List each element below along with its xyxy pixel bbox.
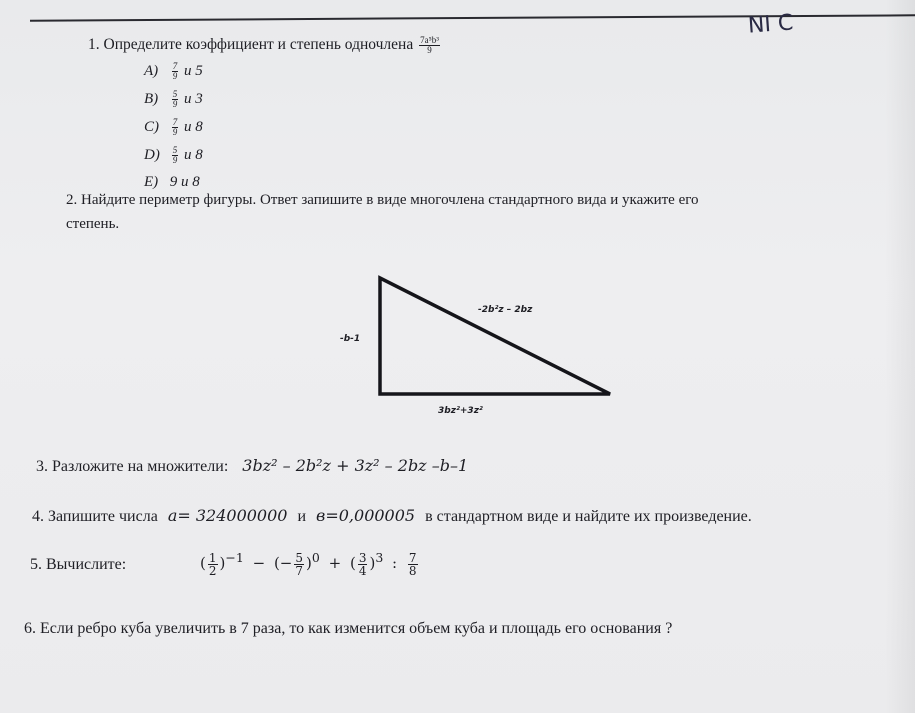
question-6: 6. Если ребро куба увеличить в 7 раза, то как изменится объем куба и площадь его основания ? [24,620,673,637]
option-c-den: 9 [172,127,178,137]
question-4-number-b: в=0,000005 [316,506,416,525]
question-3-expression: 3bz² – 2b²z + 3z² – 2bz –b–1 [242,456,469,475]
option-d-label: D) [144,146,160,163]
triangle-side-left-label: -b-1 [340,334,361,344]
option-b-fraction [172,90,179,109]
option-a-label: A) [144,62,159,79]
term1-den: 2 [208,563,217,578]
term3-den: 4 [358,563,367,578]
term1-exponent: −1 [225,550,244,565]
term2-num: 5 [295,550,303,565]
option-e [144,174,200,191]
colon-sign: : [392,554,398,572]
option-c-fraction [172,118,179,137]
question-1-monomial [419,36,440,55]
triangle-figure [370,270,630,405]
term3-exponent: 3 [375,550,384,565]
option-c [144,118,203,137]
option-d [144,146,203,165]
term4-num: 7 [408,550,417,565]
option-d-rest: и 8 [184,146,203,163]
question-4 [32,506,752,526]
option-b-rest: и 3 [184,90,203,107]
option-c-rest: и 8 [184,118,203,135]
option-d-den: 9 [172,155,178,165]
option-c-num: 7 [172,117,178,127]
monomial-denominator: 9 [427,45,432,55]
option-a [144,62,203,81]
option-a-fraction [172,62,179,81]
option-c-label: C) [144,118,159,135]
minus-sign: − [252,554,266,572]
option-d-num: 5 [172,145,178,155]
option-b [144,90,203,109]
option-b-den: 9 [172,99,178,109]
triangle-shape [380,278,610,394]
option-a-den: 9 [172,71,178,81]
option-b-num: 5 [172,89,178,99]
page-edge-shadow [885,0,915,713]
question-5-text: 5. Вычислите: [30,556,127,573]
term1-fraction [208,552,218,577]
term3-fraction [358,552,368,577]
question-3-text: 3. Разложите на множители: [36,458,229,475]
question-2-line-2: степень. [66,216,120,232]
question-3 [36,456,468,476]
term2-den: 7 [295,563,303,578]
term4-den: 8 [408,563,417,578]
term4-fraction [408,552,418,577]
option-b-label: B) [144,90,159,107]
question-4-text-a: 4. Запишите числа [32,508,158,525]
question-1 [88,36,442,55]
question-4-text-b: в стандартном виде и найдите их произведение. [425,508,752,525]
question-4-and: и [297,508,307,525]
plus-sign: + [328,554,342,572]
option-a-num: 7 [172,61,178,71]
monomial-numerator: 7a⁵b³ [420,35,439,45]
term3-num: 3 [358,550,367,565]
question-4-number-a: a= 324000000 [167,506,288,525]
question-5-expression: ( $\frac{1}{2}$ )$^{-1}$ − (− $\frac{5}{7}$ )$^0$ + ( $\frac{3}{4}$ )$^3$ : $\frac{7}{8}$ [200,550,417,578]
option-e-label: E) [144,174,159,190]
question-2-line-1: 2. Найдите периметр фигуры. Ответ запишите в виде многочлена стандартного вида и укажите его [66,192,699,208]
question-1-text: 1. Определите коэффициент и степень одночлена [88,36,414,54]
term1-num: 1 [208,550,217,565]
handwritten-corner-mark: NI C [747,10,795,39]
term2-fraction [294,552,304,577]
option-e-rest: 9 и 8 [169,174,200,190]
option-a-rest: и 5 [184,62,203,79]
option-d-fraction [172,146,179,165]
term2-exponent: 0 [311,550,320,565]
triangle-hypotenuse-label: -2b²z – 2bz [478,305,533,315]
triangle-side-bottom-label: 3bz²+3z² [438,406,483,416]
